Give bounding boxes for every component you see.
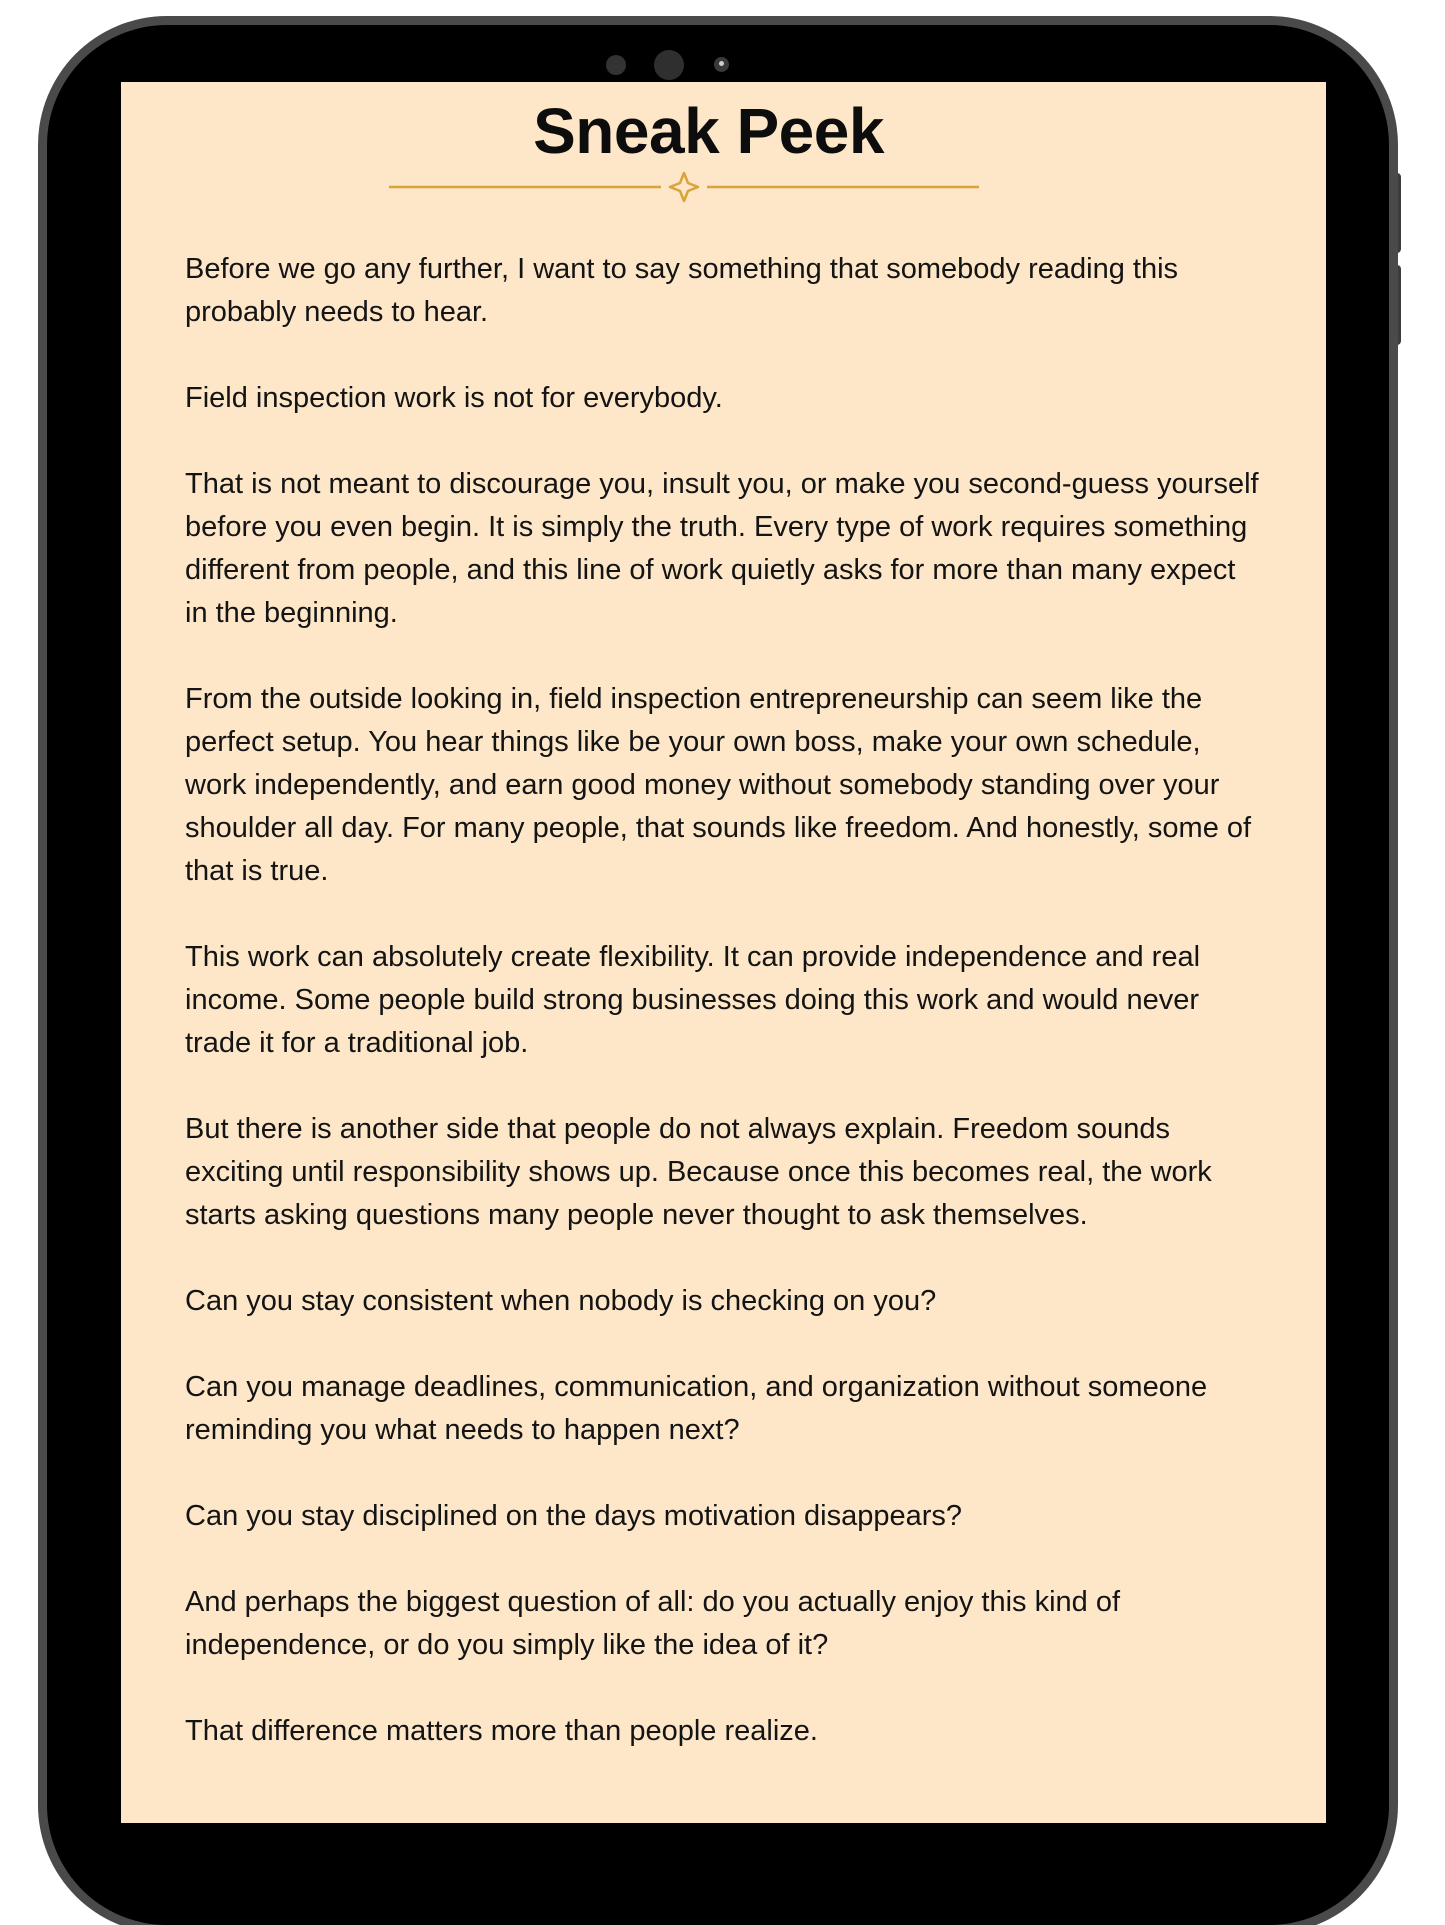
tablet-screen bbox=[121, 82, 1326, 1823]
front-camera bbox=[654, 50, 684, 80]
paragraph: Can you stay consistent when nobody is checking on you? bbox=[185, 1285, 937, 1317]
star-divider-icon bbox=[389, 170, 979, 204]
paragraph: Can you stay disciplined on the days motivation disappears? bbox=[185, 1500, 963, 1532]
page-title: Sneak Peek bbox=[533, 95, 884, 167]
volume-down-button bbox=[1391, 265, 1401, 345]
body-text bbox=[185, 248, 1265, 1796]
paragraph: That is not meant to discourage you, insult you, or make you second-guess yourself before you even begin. It is simply the truth. Every type of work requires something different from people, and this line of work quietly asks for more than many expect in the beginning. bbox=[185, 468, 1259, 629]
paragraph: Field inspection work is not for everybody. bbox=[185, 382, 723, 414]
sensor-dot bbox=[606, 55, 626, 75]
paragraph: Can you manage deadlines, communication, and organization without someone reminding you what needs to happen next? bbox=[185, 1371, 1208, 1446]
paragraph: But there is another side that people do not always explain. Freedom sounds exciting until responsibility shows up. Because once this becomes real, the work starts asking questions many people never thought to ask themselves. bbox=[185, 1113, 1212, 1231]
paragraph: This work can absolutely create flexibility. It can provide independence and real income. Some people build strong businesses doing this work and would never trade it for a traditional job. bbox=[185, 941, 1201, 1059]
camera-lens bbox=[714, 57, 729, 72]
volume-up-button bbox=[1391, 173, 1401, 253]
paragraph: That difference matters more than people realize. bbox=[185, 1715, 818, 1747]
paragraph: From the outside looking in, field inspection entrepreneurship can seem like the perfect setup. You hear things like be your own boss, make your own schedule, work independently, and earn good money without somebody standing over your shoulder all day. For many people, that sounds like freedom. And honestly, some of that is true. bbox=[185, 683, 1252, 887]
paragraph: Before we go any further, I want to say something that somebody reading this probably needs to hear. bbox=[185, 253, 1179, 328]
paragraph: And perhaps the biggest question of all: do you actually enjoy this kind of independence, or do you simply like the idea of it? bbox=[185, 1586, 1121, 1661]
